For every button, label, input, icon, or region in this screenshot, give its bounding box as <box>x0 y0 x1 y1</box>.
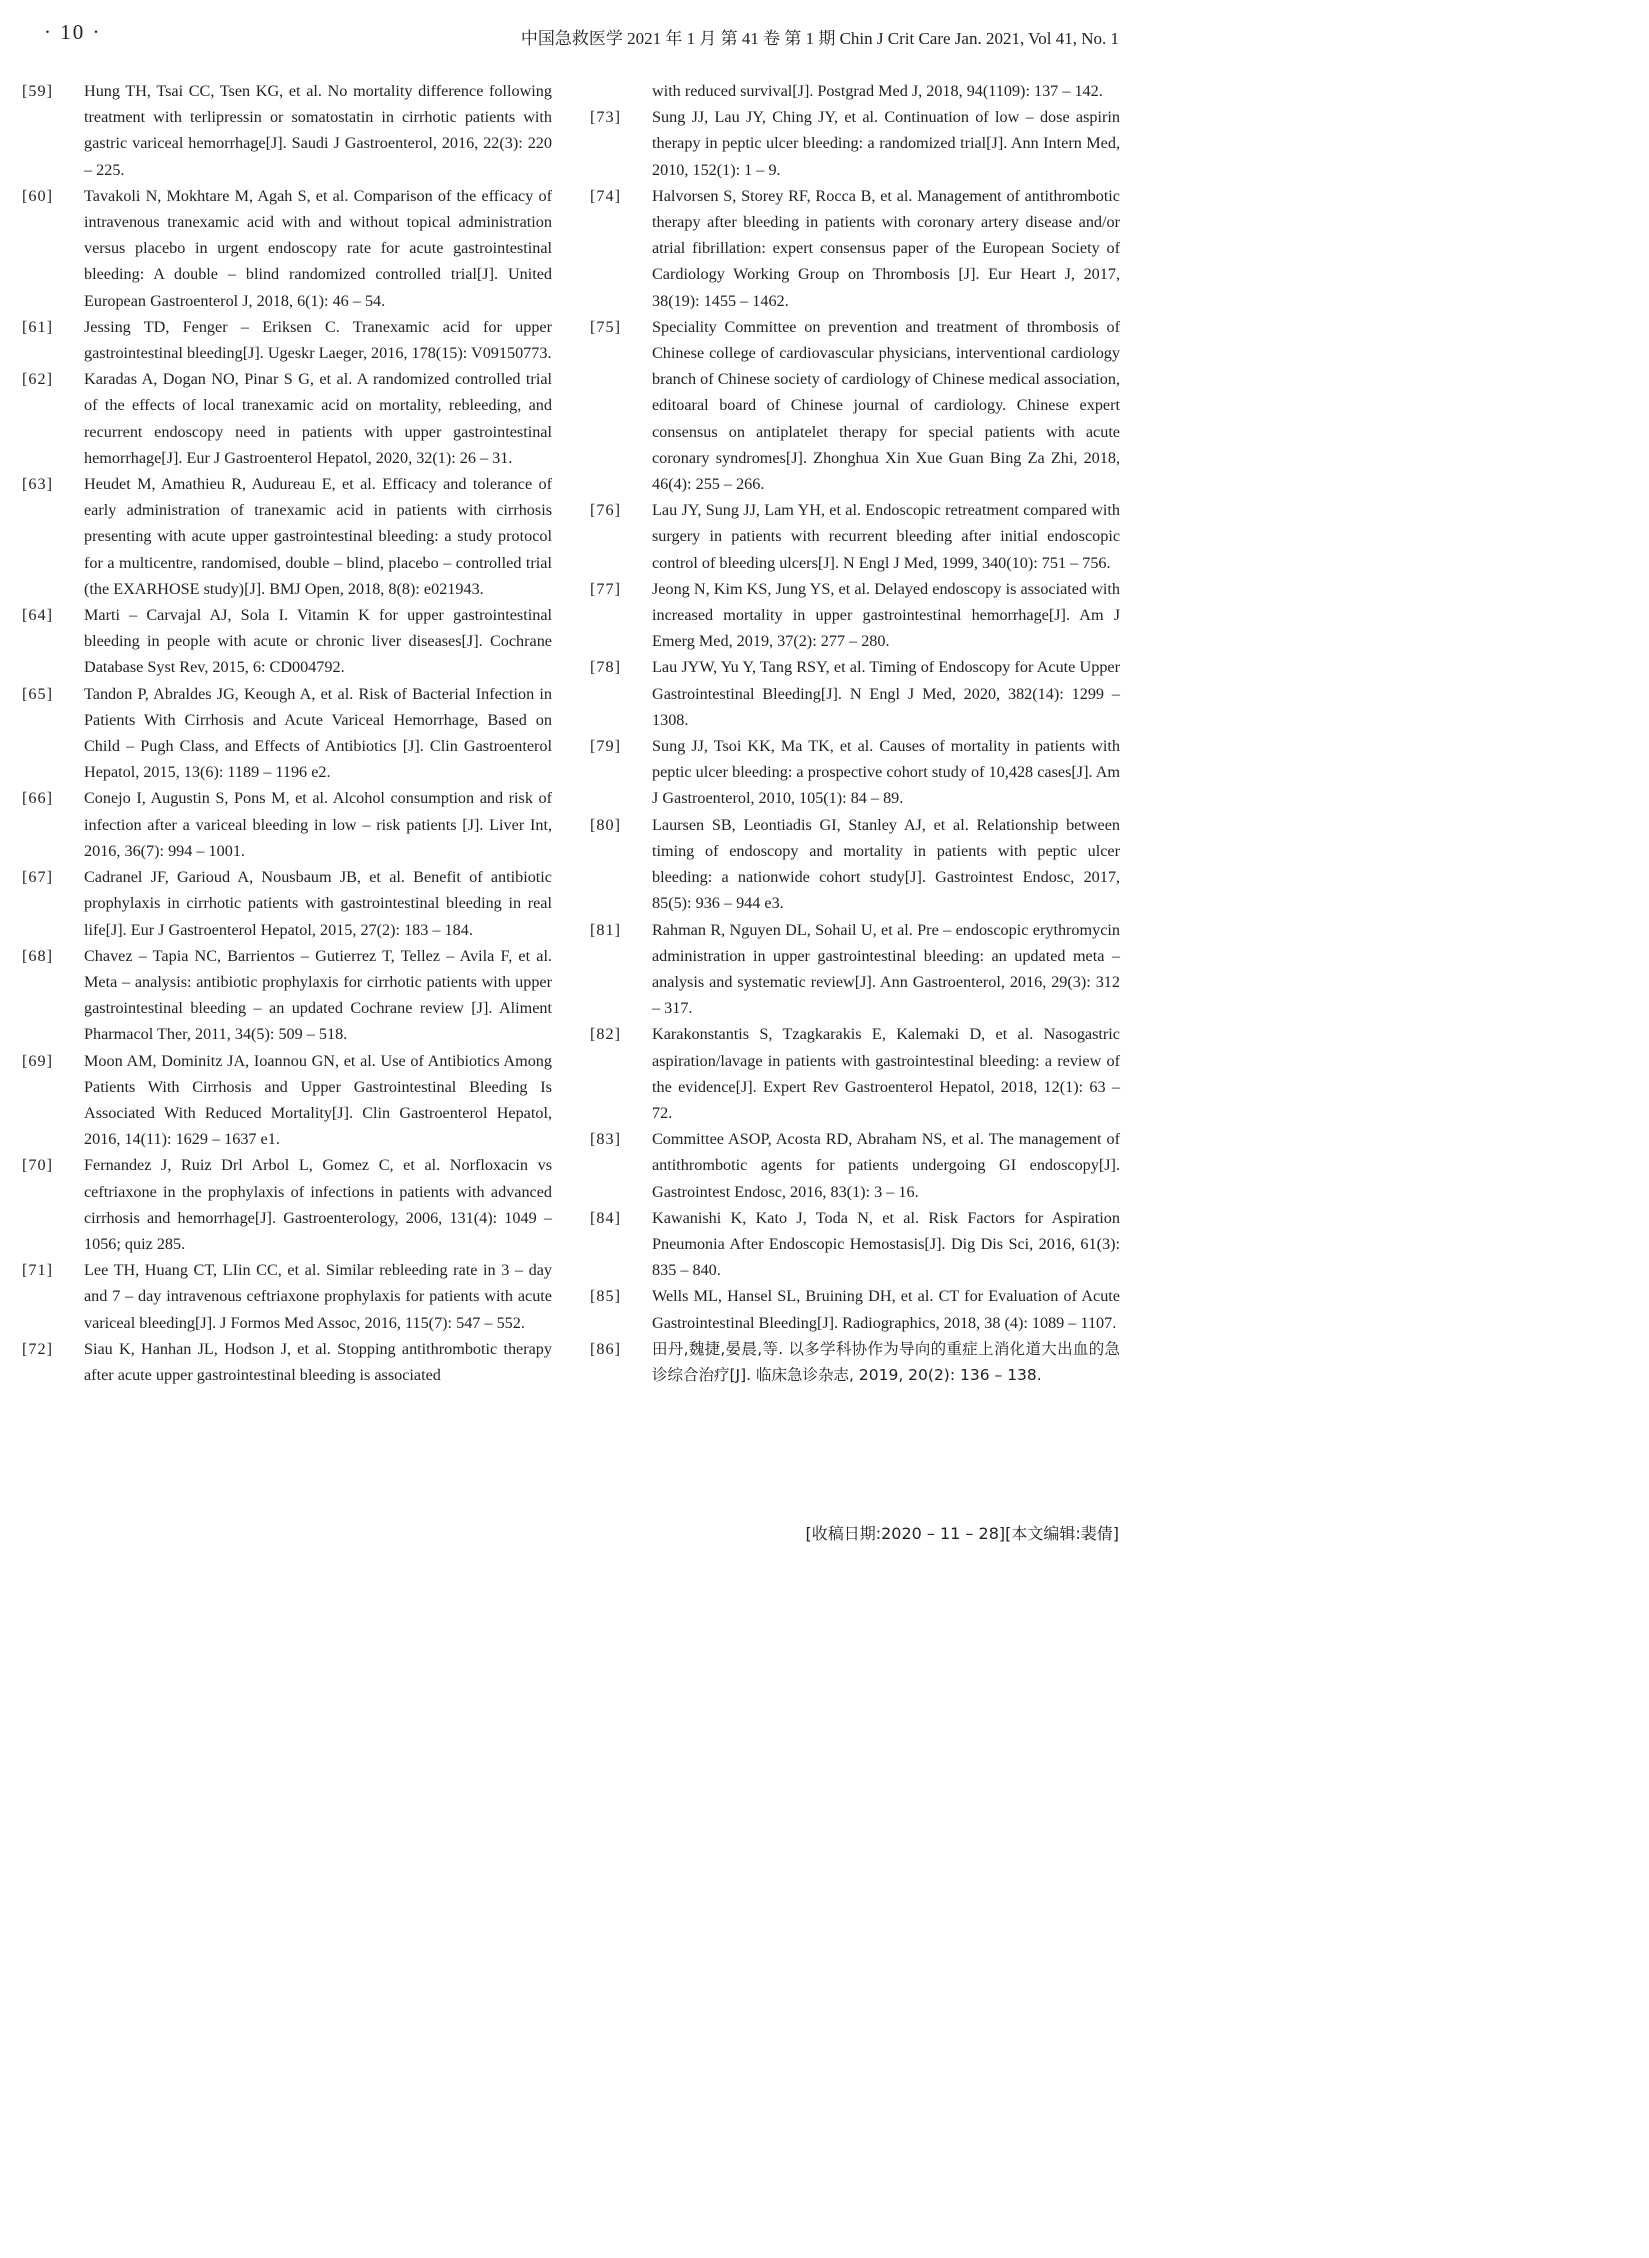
reference-item <box>22 1336 552 1388</box>
reference-number: [81] <box>590 920 621 939</box>
reference-text: Karakonstantis S, Tzagkarakis E, Kalemaki D, et al. Nasogastric aspiration/lavage in patients with gastrointestinal bleeding: a review of the evidence[J]. Expert Rev Gastroenterol Hepatol, 2018, 12(1): 63 – 72. <box>652 1025 1120 1122</box>
reference-item <box>22 943 552 1048</box>
reference-item <box>590 497 1120 576</box>
reference-number: [86] <box>590 1339 621 1358</box>
reference-item <box>22 864 552 943</box>
reference-text: Siau K, Hanhan JL, Hodson J, et al. Stopping antithrombotic therapy after acute upper gastrointestinal bleeding is associated <box>84 1339 552 1384</box>
reference-number: [60] <box>22 186 53 205</box>
reference-number: [83] <box>590 1130 621 1149</box>
reference-text: Lau JYW, Yu Y, Tang RSY, et al. Timing of Endoscopy for Acute Upper Gastrointestinal Bleeding[J]. N Engl J Med, 2020, 382(14): 1299 – 1308. <box>652 658 1120 729</box>
reference-item <box>22 471 552 602</box>
references-left-column <box>22 78 552 1388</box>
reference-number: [69] <box>22 1051 53 1070</box>
reference-continuation: with reduced survival[J]. Postgrad Med J, 2018, 94(1109): 137 – 142. <box>652 82 1103 100</box>
reference-item <box>22 314 552 366</box>
reference-number: [82] <box>590 1025 621 1044</box>
reference-item <box>590 812 1120 917</box>
reference-text: Sung JJ, Lau JY, Ching JY, et al. Continuation of low – dose aspirin therapy in peptic ulcer bleeding: a randomized trial[J]. Ann Intern Med, 2010, 152(1): 1 – 9. <box>652 108 1120 179</box>
reference-number: [84] <box>590 1208 621 1227</box>
reference-text: Laursen SB, Leontiadis GI, Stanley AJ, et al. Relationship between timing of endoscopy and mortality in patients with peptic ulcer bleeding: a nationwide cohort study[J]. Gastrointest Endosc, 2017, 85(5): 936 – 944 e3. <box>652 815 1120 913</box>
reference-item <box>22 78 552 183</box>
reference-item <box>590 314 1120 497</box>
reference-number: [62] <box>22 370 53 389</box>
reference-text: Committee ASOP, Acosta RD, Abraham NS, et al. The management of antithrombotic agents for patients undergoing GI endoscopy[J]. Gastrointest Endosc, 2016, 83(1): 3 – 16. <box>652 1130 1120 1201</box>
reference-number: [78] <box>590 658 621 677</box>
reference-item <box>22 183 552 314</box>
reference-text: Chavez – Tapia NC, Barrientos – Gutierrez T, Tellez – Avila F, et al. Meta – analysis: antibiotic prophylaxis for cirrhotic patients with upper gastrointestinal bleeding – an updated Cochrane review [J]. Aliment Pharmacol Ther, 2011, 34(5): 509 – 518. <box>84 946 552 1044</box>
reference-number: [75] <box>590 317 621 336</box>
reference-text: Cadranel JF, Garioud A, Nousbaum JB, et al. Benefit of antibiotic prophylaxis in cirrhotic patients with gastrointestinal bleeding in real life[J]. Eur J Gastroenterol Hepatol, 2015, 27(2): 183 – 184. <box>84 868 552 939</box>
reference-number: [67] <box>22 868 53 887</box>
reference-number: [85] <box>590 1287 621 1306</box>
reference-item <box>590 104 1120 183</box>
reference-text: Lee TH, Huang CT, LIin CC, et al. Similar rebleeding rate in 3 – day and 7 – day intravenous ceftriaxone prophylaxis for patients with acute variceal bleeding[J]. J Formos Med Assoc, 2016, 115(7): 547 – 552. <box>84 1261 552 1332</box>
reference-number: [70] <box>22 1156 53 1175</box>
reference-text: Rahman R, Nguyen DL, Sohail U, et al. Pre – endoscopic erythromycin administration in upper gastrointestinal bleeding: an updated meta – analysis and systematic review[J]. Ann Gastroenterol, 2016, 29(3): 312 – 317. <box>652 920 1120 1018</box>
reference-number: [63] <box>22 475 53 494</box>
reference-text: Sung JJ, Tsoi KK, Ma TK, et al. Causes of mortality in patients with peptic ulcer bleeding: a prospective cohort study of 10,428 cases[J]. Am J Gastroenterol, 2010, 105(1): 84 – 89. <box>652 737 1120 808</box>
reference-text: Hung TH, Tsai CC, Tsen KG, et al. No mortality difference following treatment with terlipressin or somatostatin in cirrhotic patients with gastric variceal hemorrhage[J]. Saudi J Gastroenterol, 2016, 22(3): 220 – 225. <box>84 82 552 179</box>
reference-item <box>22 1048 552 1153</box>
reference-number: [80] <box>590 815 621 834</box>
reference-item <box>590 183 1120 314</box>
reference-text: Karadas A, Dogan NO, Pinar S G, et al. A randomized controlled trial of the effects of local tranexamic acid on mortality, rebleeding, and recurrent endoscopy need in patients with upper gastrointestinal hemorrhage[J]. Eur J Gastroenterol Hepatol, 2020, 32(1): 26 – 31. <box>84 370 552 467</box>
reference-text: Speciality Committee on prevention and treatment of thrombosis of Chinese college of cardiovascular physicians, interventional cardiology branch of Chinese society of cardiology of Chinese medical association, editoaral board of Chinese journal of cardiology. Chinese expert consensus on antiplatelet therapy for special patients with acute coronary syndromes[J]. Zhonghua Xin Xue Guan Bing Za Zhi, 2018, 46(4): 255 – 266. <box>652 317 1120 494</box>
reference-number: [68] <box>22 946 53 965</box>
reference-text: Jeong N, Kim KS, Jung YS, et al. Delayed endoscopy is associated with increased mortality in upper gastrointestinal hemorrhage[J]. Am J Emerg Med, 2019, 37(2): 277 – 280. <box>652 579 1120 651</box>
reference-number: [76] <box>590 501 621 520</box>
reference-number: [59] <box>22 82 53 100</box>
reference-text: Tavakoli N, Mokhtare M, Agah S, et al. Comparison of the efficacy of intravenous tranexamic acid with and without topical administration versus placebo in urgent endoscopy rate for acute gastrointestinal bleeding: A double – blind randomized controlled trial[J]. United European Gastroenterol J, 2018, 6(1): 46 – 54. <box>84 186 552 310</box>
reference-text: Moon AM, Dominitz JA, Ioannou GN, et al. Use of Antibiotics Among Patients With Cirrhosis and Upper Gastrointestinal Bleeding Is Associated With Reduced Mortality[J]. Clin Gastroenterol Hepatol, 2016, 14(11): 1629 – 1637 e1. <box>84 1051 552 1149</box>
reference-item <box>590 1205 1120 1284</box>
reference-item <box>590 733 1120 812</box>
reference-item <box>590 654 1120 733</box>
reference-text: Tandon P, Abraldes JG, Keough A, et al. Risk of Bacterial Infection in Patients With Cirrhosis and Acute Variceal Hemorrhage, Based on Child – Pugh Class, and Effects of Antibiotics [J]. Clin Gastroenterol Hepatol, 2015, 13(6): 1189 – 1196 e2. <box>84 684 552 782</box>
reference-item <box>590 576 1120 655</box>
reference-item <box>22 785 552 864</box>
reference-number: [61] <box>22 317 53 336</box>
reference-item <box>22 1257 552 1336</box>
journal-header: 中国急救医学 2021 年 1 月 第 41 卷 第 1 期 Chin J Crit Care Jan. 2021, Vol 41, No. 1 <box>520 29 1119 48</box>
page-number: · 10 · <box>44 20 102 44</box>
reference-text: 田丹,魏捷,晏晨,等. 以多学科协作为导向的重症上消化道大出血的急诊综合治疗[J]. 临床急诊杂志, 2019, 20(2): 136 – 138. <box>652 1339 1120 1384</box>
reference-text: Fernandez J, Ruiz Drl Arbol L, Gomez C, et al. Norfloxacin vs ceftriaxone in the prophylaxis of infections in patients with advanced cirrhosis and hemorrhage[J]. Gastroenterology, 2006, 131(4): 1049 – 1056; quiz 285. <box>84 1156 552 1253</box>
reference-text: Wells ML, Hansel SL, Bruining DH, et al. CT for Evaluation of Acute Gastrointestinal Bleeding[J]. Radiographics, 2018, 38 (4): 1089 – 1107. <box>652 1287 1120 1332</box>
reference-item <box>590 1126 1120 1205</box>
reference-item <box>590 1021 1120 1126</box>
reference-number: [73] <box>590 108 621 127</box>
reference-text: Lau JY, Sung JJ, Lam YH, et al. Endoscopic retreatment compared with surgery in patients with recurrent bleeding after initial endoscopic control of bleeding ulcers[J]. N Engl J Med, 1999, 340(10): 751 – 756. <box>652 501 1120 572</box>
reference-item <box>590 1283 1120 1335</box>
reference-item <box>590 917 1120 1022</box>
reference-number: [65] <box>22 684 53 703</box>
references-right-column <box>590 78 1120 1388</box>
reference-text: Kawanishi K, Kato J, Toda N, et al. Risk Factors for Aspiration Pneumonia After Endoscopic Hemostasis[J]. Dig Dis Sci, 2016, 61(3): 835 – 840. <box>652 1208 1120 1280</box>
reference-text: Heudet M, Amathieu R, Audureau E, et al. Efficacy and tolerance of early administration of tranexamic acid in patients with cirrhosis presenting with acute upper gastrointestinal bleeding: a study protocol for a multicentre, randomised, double – blind, placebo – controlled trial (the EXARHOSE study)[J]. BMJ Open, 2018, 8(8): e021943. <box>84 475 552 598</box>
reference-number: [64] <box>22 606 53 625</box>
reference-number: [79] <box>590 737 621 756</box>
reference-item <box>22 366 552 471</box>
reference-item <box>590 1336 1120 1388</box>
reference-text: Halvorsen S, Storey RF, Rocca B, et al. Management of antithrombotic therapy after bleeding in patients with coronary artery disease and/or atrial fibrillation: expert consensus paper of the European Society of Cardiology Working Group on Thrombosis [J]. Eur Heart J, 2017, 38(19): 1455 – 1462. <box>652 186 1120 310</box>
reference-number: [66] <box>22 789 53 808</box>
reference-text: Conejo I, Augustin S, Pons M, et al. Alcohol consumption and risk of infection after a variceal bleeding in low – risk patients [J]. Liver Int, 2016, 36(7): 994 – 1001. <box>84 789 552 860</box>
received-date-editor-note: [收稿日期:2020 – 11 – 28][本文编辑:裴倩] <box>805 1524 1119 1543</box>
reference-number: [71] <box>22 1261 53 1280</box>
reference-item <box>22 681 552 786</box>
reference-number: [77] <box>590 579 621 598</box>
reference-number: [74] <box>590 186 621 205</box>
reference-text: Marti – Carvajal AJ, Sola I. Vitamin K for upper gastrointestinal bleeding in people with acute or chronic liver diseases[J]. Cochrane Database Syst Rev, 2015, 6: CD004792. <box>84 606 552 677</box>
reference-item <box>22 1152 552 1257</box>
reference-item <box>22 602 552 681</box>
reference-number: [72] <box>22 1339 53 1358</box>
reference-text: Jessing TD, Fenger – Eriksen C. Tranexamic acid for upper gastrointestinal bleeding[J]. Ugeskr Laeger, 2016, 178(15): V09150773. <box>84 317 552 363</box>
